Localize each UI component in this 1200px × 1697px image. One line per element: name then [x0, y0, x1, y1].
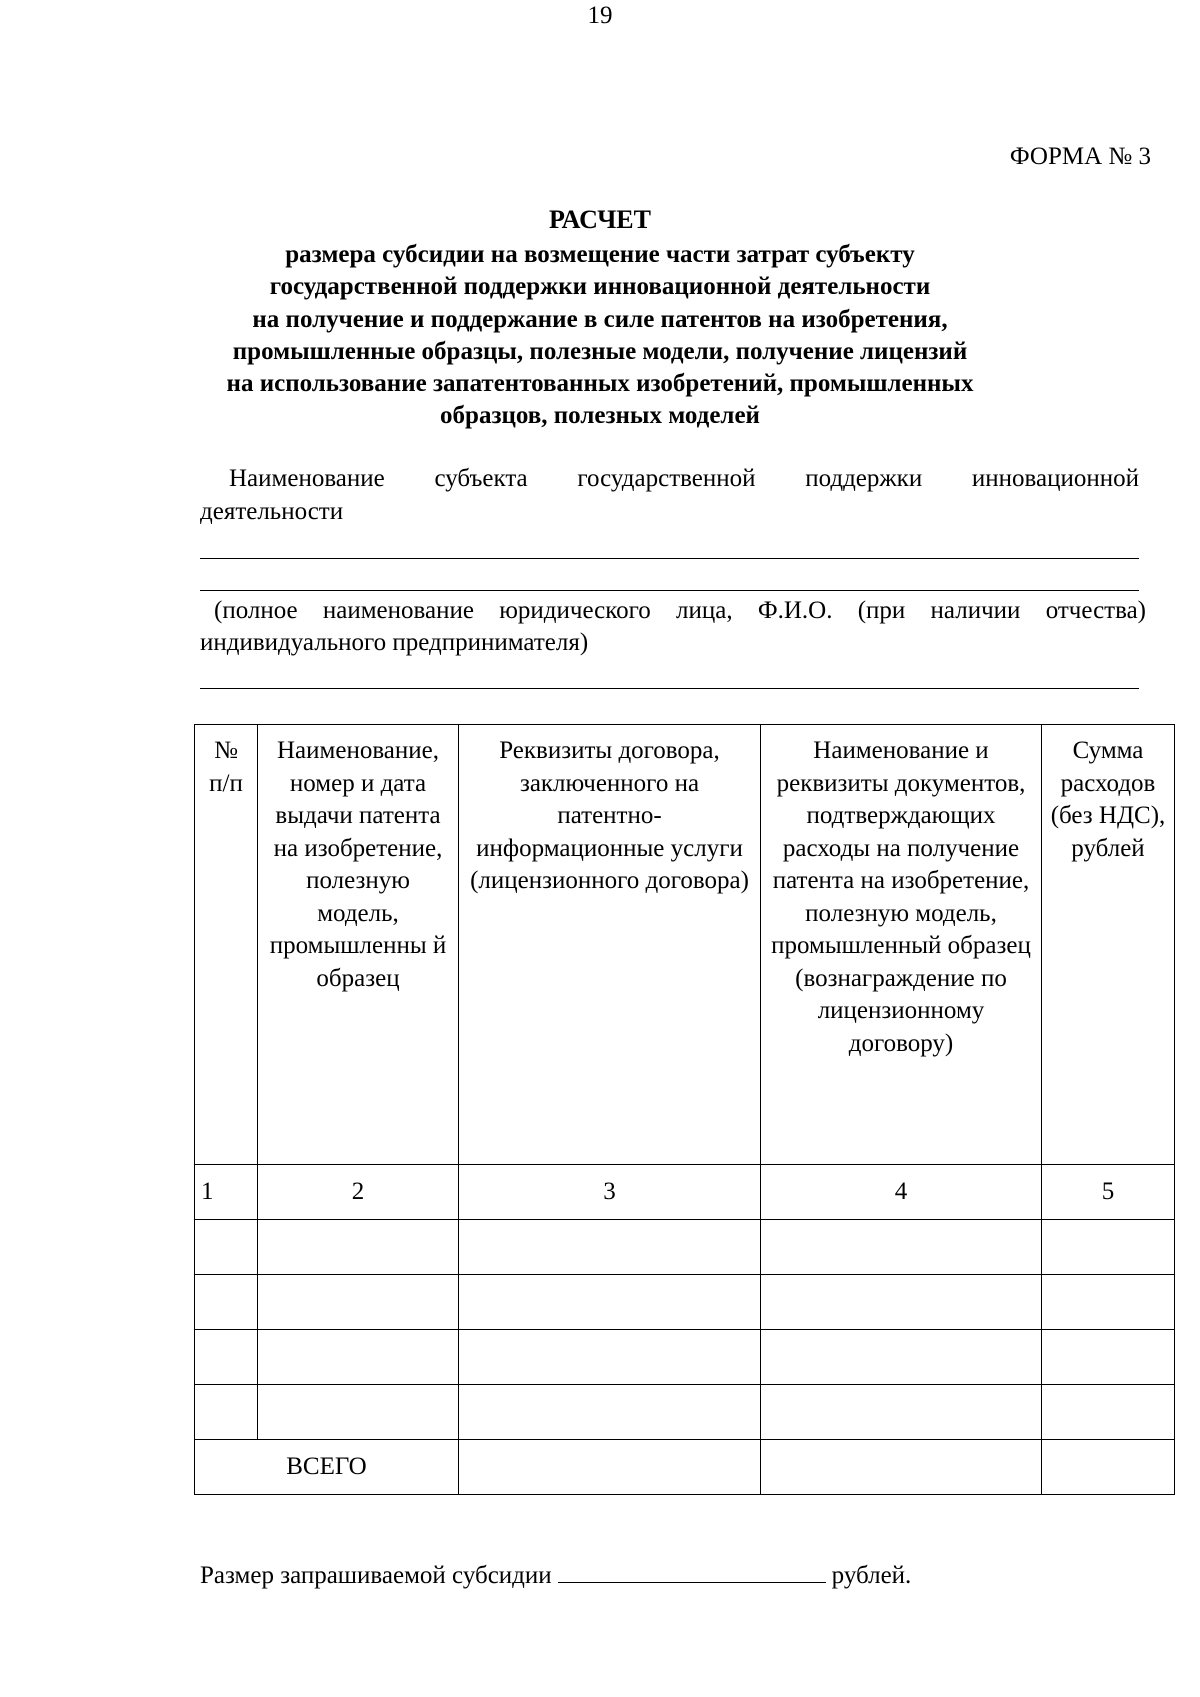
document-subtitle-line: размера субсидии на возмещение части затрат субъекту [285, 241, 915, 268]
table-cell[interactable] [459, 1385, 761, 1440]
table-cell[interactable] [258, 1330, 459, 1385]
document-subtitle-line: промышленные образцы, полезные модели, получение лицензий [232, 338, 968, 365]
header-contract: Реквизиты договора, заключенного на патентно-информационные услуги (лицензионного договора) [459, 725, 761, 1165]
column-number-row [195, 1165, 1175, 1220]
table-cell[interactable] [761, 1330, 1042, 1385]
table-cell[interactable] [459, 1275, 761, 1330]
table-cell[interactable] [195, 1275, 258, 1330]
table-row [195, 1220, 1175, 1275]
header-amount: Сумма расходов (без НДС), рублей [1042, 725, 1175, 1165]
document-subtitle-line: государственной поддержки инновационной деятельности [269, 273, 931, 300]
expense-table [194, 724, 1175, 1495]
subsidy-amount-line [200, 1560, 911, 1590]
column-number: 4 [761, 1165, 1042, 1220]
subsidy-amount-unit: рублей. [831, 1562, 912, 1589]
table-header-row [195, 725, 1175, 1165]
table-cell[interactable] [1042, 1275, 1175, 1330]
table-row [195, 1275, 1175, 1330]
blank-line [200, 590, 1139, 591]
column-number: 3 [459, 1165, 761, 1220]
table-cell[interactable] [258, 1275, 459, 1330]
subject-name-label: Наименование субъекта государственной поддержки инновационной [229, 465, 1139, 492]
column-number: 5 [1042, 1165, 1175, 1220]
total-label: ВСЕГО [195, 1440, 459, 1495]
table-cell[interactable] [459, 1440, 761, 1495]
table-row [195, 1385, 1175, 1440]
table-cell[interactable] [258, 1385, 459, 1440]
hint-text-cont: индивидуального предпринимателя) [200, 629, 589, 656]
table-cell[interactable] [195, 1330, 258, 1385]
table-cell[interactable] [761, 1275, 1042, 1330]
document-subtitle-line: на получение и поддержание в силе патентов на изобретения, [252, 306, 948, 333]
subsidy-amount-blank[interactable] [558, 1560, 826, 1583]
document-title: РАСЧЕТ [549, 205, 651, 234]
column-number: 1 [195, 1165, 258, 1220]
table-cell[interactable] [195, 1220, 258, 1275]
form-number: ФОРМА № 3 [1009, 143, 1151, 170]
table-row [195, 1330, 1175, 1385]
table-cell[interactable] [761, 1440, 1042, 1495]
table-cell[interactable] [1042, 1220, 1175, 1275]
header-patent: Наименование, номер и дата выдачи патента на изобретение, полезную модель, промышленны й образец [258, 725, 459, 1165]
table-cell[interactable] [459, 1330, 761, 1385]
subject-name-label-cont: деятельности [200, 498, 344, 525]
blank-line [200, 558, 1139, 559]
header-number: № п/п [195, 725, 258, 1165]
hint-text: (полное наименование юридического лица, Ф.И.О. (при наличии отчества) [214, 597, 1146, 624]
subsidy-amount-label: Размер запрашиваемой субсидии [200, 1562, 552, 1589]
table-cell[interactable] [258, 1220, 459, 1275]
total-amount-cell[interactable] [1042, 1440, 1175, 1495]
page-number: 19 [587, 2, 613, 29]
column-number: 2 [258, 1165, 459, 1220]
document-subtitle-line: на использование запатентованных изобретений, промышленных [226, 370, 974, 397]
header-documents: Наименование и реквизиты документов, подтверждающих расходы на получение патента на изобретение, полезную модель, промышленный образец (вознаграждение по лицензионному договору) [761, 725, 1042, 1165]
total-row [195, 1440, 1175, 1495]
table-cell[interactable] [1042, 1385, 1175, 1440]
blank-line [200, 688, 1139, 689]
table-cell[interactable] [1042, 1330, 1175, 1385]
document-subtitle-line: образцов, полезных моделей [440, 402, 760, 429]
table-cell[interactable] [761, 1385, 1042, 1440]
table-cell[interactable] [459, 1220, 761, 1275]
table-cell[interactable] [761, 1220, 1042, 1275]
table-cell[interactable] [195, 1385, 258, 1440]
